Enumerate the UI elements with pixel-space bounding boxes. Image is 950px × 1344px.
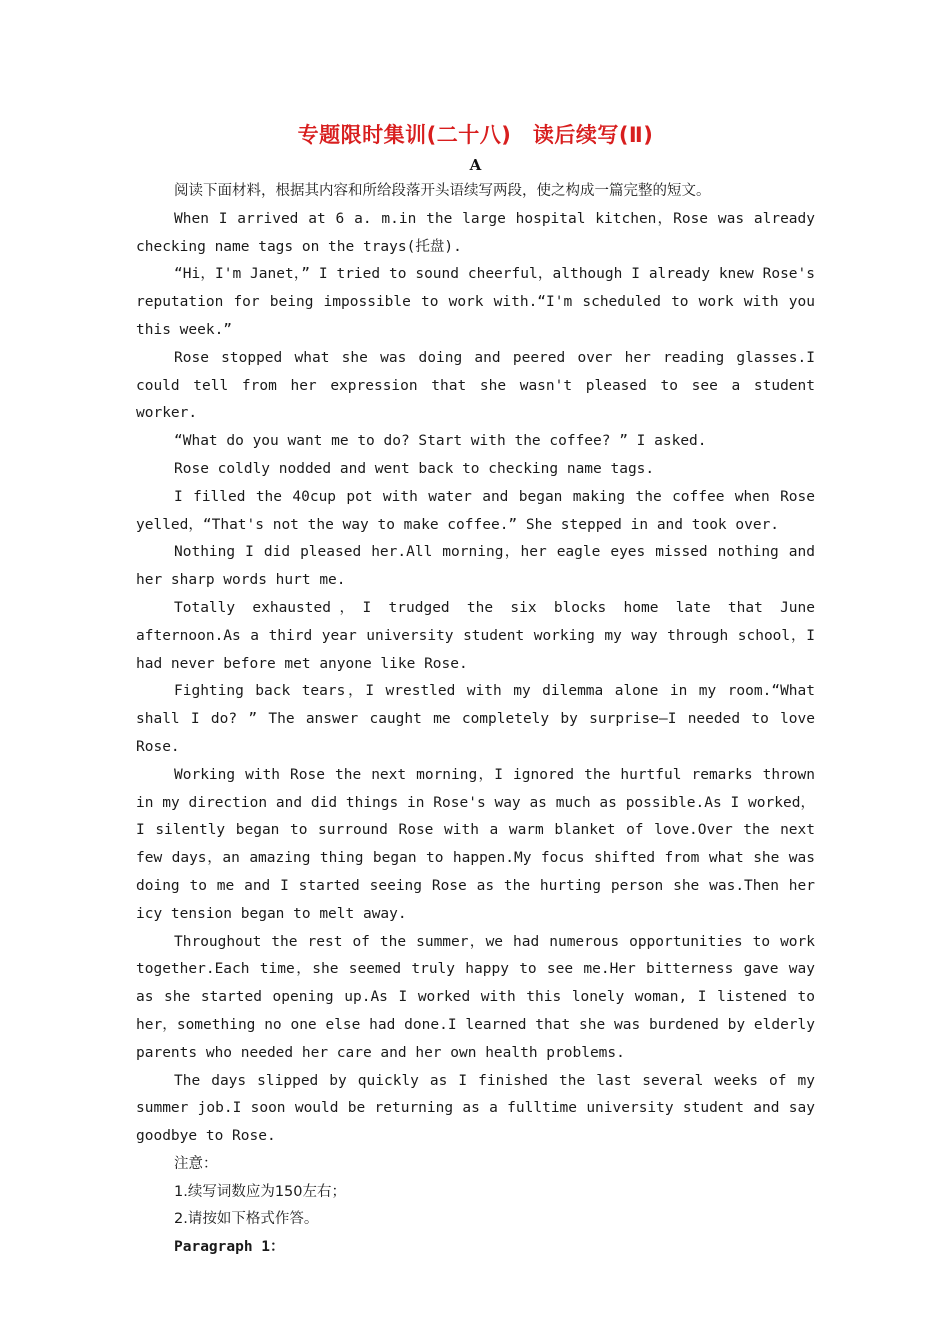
passage-paragraph-3: Rose stopped what she was doing and peered over her reading glasses.I could tell from her expression that she wasn't pleased to see a student worker.: [136, 349, 815, 422]
passage-paragraph-6: I filled the 40cup pot with water and began making the coffee when Rose yelled，“That's not the way to make coffee.” She stepped in and took over.: [136, 488, 815, 533]
passage-paragraph-7: Nothing I did pleased her.All morning，her eagle eyes missed nothing and her sharp words hurt me.: [136, 544, 815, 589]
passage-paragraph-5: Rose coldly nodded and went back to checking name tags.: [174, 460, 655, 477]
passage-paragraph-4: “What do you want me to do? Start with the coffee? ” I asked.: [174, 433, 707, 450]
passage-paragraph-9: Fighting back tears，I wrestled with my dilemma alone in my room.“What shall I do? ” The answer caught me completely by surprise—I needed to love Rose.: [136, 683, 815, 755]
passage-paragraph-11: Throughout the rest of the summer，we had numerous opportunities to work together.Each time，she seemed truly happy to see me.Her bitterness gave way as she started opening up.As I worked with this lonely woman, I listened to her，something no one else had done.I learned that she was burdened by elderly parents who needed her care and her own health problems.: [136, 933, 815, 1061]
notes-item-2: 2.请按如下格式作答。: [174, 1211, 319, 1228]
instruction-text: 阅读下面材料，根据其内容和所给段落开头语续写两段，使之构成一篇完整的短文。: [174, 183, 711, 199]
notes-item-1: 1.续写词数应为150左右；: [174, 1183, 347, 1200]
passage-paragraph-8: Totally exhausted，I trudged the six blocks home late that June afternoon.As a third year university student working my way through school，I had never before met anyone like Rose.: [136, 599, 815, 672]
section-label: A: [469, 156, 482, 174]
document-title: 专题限时集训(二十八) 读后续写(Ⅱ): [297, 123, 654, 147]
notes-heading: 注意：: [174, 1155, 218, 1172]
passage-paragraph-12: The days slipped by quickly as I finished the last several weeks of my summer job.I soon would be returning as a fulltime university student and say goodbye to Rose.: [136, 1072, 815, 1145]
passage-paragraph-1: When I arrived at 6 a. m.in the large hospital kitchen，Rose was already checking name tags on the trays(托盘).: [136, 210, 815, 255]
passage-paragraph-10: Working with Rose the next morning，I ignored the hurtful remarks thrown in my direction and did things in Rose's way as much as possible.As I worked，I silently began to surround Rose with a warm blanket of love.Over the next few days，an amazing thing began to happen.My focus shifted from what she was doing to me and I started seeing Rose as the hurting person she was.Then her icy tension began to melt away.: [136, 766, 815, 922]
document-page: [136, 118, 815, 1262]
answer-prompt: Paragraph 1：: [174, 1239, 285, 1256]
passage-paragraph-2: “Hi，I'm Janet，” I tried to sound cheerful，although I already knew Rose's reputation for being impossible to work with.“I'm scheduled to work with you this week.”: [136, 266, 815, 338]
